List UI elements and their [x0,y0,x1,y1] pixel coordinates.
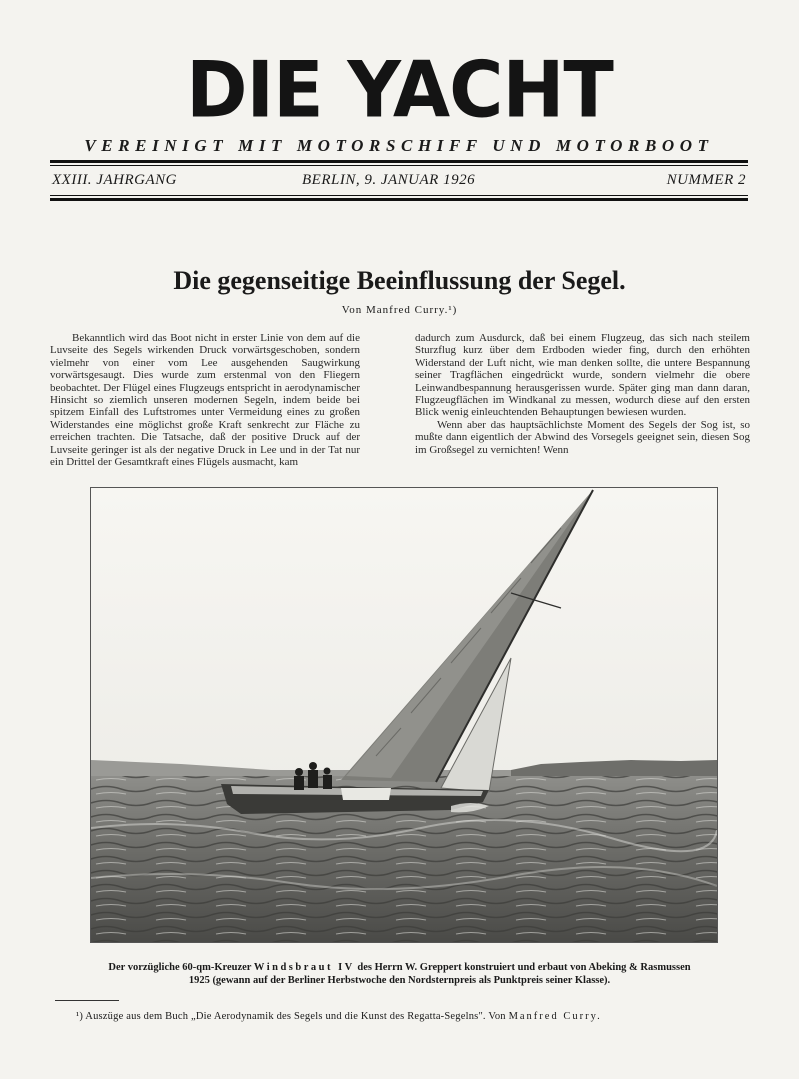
caption-line-1 [40,961,759,974]
footnote-rule [55,1000,119,1001]
masthead-rule-bottom [50,198,748,201]
caption-text: Der vorzügliche 60-qm-Kreuzer [108,962,252,973]
footnote-text: ¹) Auszüge aus dem Buch „Die Aerodynamik des Segels und die Kunst des Regatta-Segelns". Von [76,1011,506,1022]
sailboat-photo [90,487,718,943]
article-byline: Von Manfred Curry.¹) [341,304,458,316]
photo-caption [40,961,759,987]
masthead-rule-top [50,160,748,163]
footnote [76,1011,756,1022]
masthead-rule-bottom-thin [50,195,748,196]
article-paragraph: Wenn aber das hauptsächlichste Moment des Segels der Sog ist, so mußte dann eigentlich der Abwind des Vorsegels geeignet sein, diesen Sog im Großsegel zu vernichten! Wenn [415,418,750,456]
article-headline: Die gegenseitige Beeinflussung der Segel. [173,266,626,295]
masthead-title: DIE YACHT [186,44,613,136]
volume-label: XXIII. JAHRGANG [52,172,177,188]
masthead-rule-top-thin [50,165,748,166]
article-column-left: Bekanntlich wird das Boot nicht in erster Linie von dem auf die Luvseite des Segels wirkenden Druck vorwärtsgeschoben, sondern vielmehr von einer vom Lee ausgehenden Saugwirkung vorwärtsgesaugt. Dies wurde zum erstenmal von den Fliegern beobachtet. Der Flügel eines Flugzeugs entspricht in aerodynamischer Hinsicht so ziemlich unseren modernen Segeln, indem beide bei spitzem Einfall des Luftstromes unter Vermeidung eines zu großen Widerstandes eine möglichst große Kraft senkrecht zur Fläche zu erreichen trachten. Die Tatsache, daß der positive Druck auf der Luvseite geringer ist als der negative Druck in Lee und in der Tat nur ein Drittel der Gesamtkraft eines Flügels ausmacht, kam [50,332,360,469]
caption-text: des Herrn W. Greppert konstruiert und erbaut von Abeking & Rasmussen [357,962,691,973]
boat-name: Windsbraut IV [253,962,355,973]
article-paragraph: dadurch zum Ausdurck, daß bei einem Flugzeug, das sich nach steilem Sturzflug kurz über dem Erdboden wieder fing, durch den erhöhten Widerstand der Luft nicht, wie man denken sollte, die untere Bespannung seiner Tragflächen eingedrückt wurde, sondern vielmehr die obere Leinwandbespannung herausgerissen wurde. Später ging man dann daran, Flugzeugflächen im Windkanal zu messen, wodurch diese auf den ersten Blick wenig einleuchtenden Behauptungen bewiesen wurden. [415,332,750,419]
masthead-subtitle: VEREINIGT MIT MOTORSCHIFF UND MOTORBOOT [84,136,714,155]
article-column-right [415,332,750,456]
footnote-author: Manfred Curry. [508,1011,602,1022]
place-date: BERLIN, 9. JANUAR 1926 [302,172,476,188]
caption-line-2: 1925 (gewann auf der Berliner Herbstwoche den Nordsternpreis als Punktpreis seiner Klasse). [188,975,611,986]
dateline [50,172,748,192]
cabin [341,788,391,800]
issue-number: NUMMER 2 [666,172,746,188]
